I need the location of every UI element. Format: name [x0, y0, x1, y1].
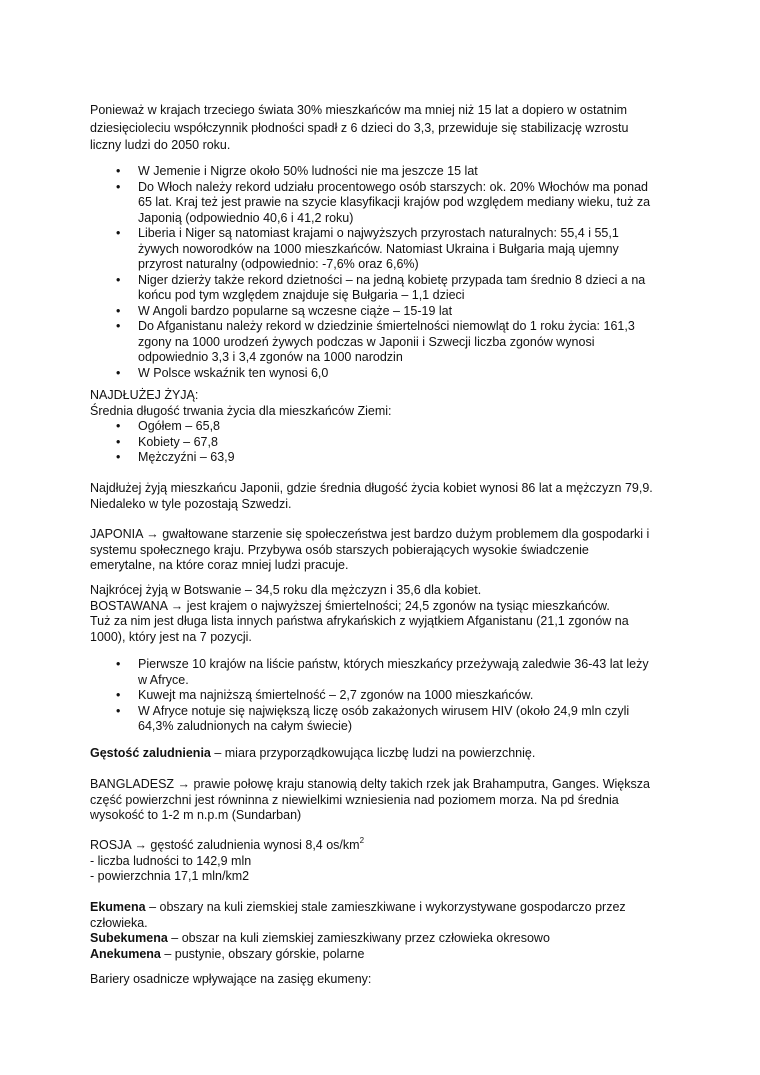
list-item	[90, 450, 392, 466]
intro-paragraph	[90, 102, 628, 155]
lifespan-section	[90, 388, 392, 466]
text-line: liczny ludzi do 2050 roku.	[90, 138, 231, 152]
ekumena-definitions	[90, 900, 626, 962]
list-item	[90, 180, 650, 227]
text-line: • Mężczyźni – 63,9	[138, 450, 235, 464]
text-line: część powierzchni jest równinna z niewielkimi wzniesienia nad poziomem morza. Na pd średnia	[90, 792, 619, 807]
text-line: • W Afryce notuje się największą liczę osób zakażonych wirusem HIV (około 24,9 mln czyli	[138, 703, 630, 718]
text-line: żywych noworodków na 1000 mieszkańców. Natomiast Ukraina i Bułgaria mają ujemny	[138, 241, 619, 256]
term: Subekumena	[90, 931, 168, 945]
text-line: Bariery osadnicze wpływające na zasięg ekumeny:	[90, 972, 372, 986]
text-line: w Afryce.	[138, 672, 189, 687]
japan-lifespan-paragraph	[90, 481, 653, 512]
definition: człowieka.	[90, 915, 148, 930]
text-line: odpowiednio 3,3 i 3,4 zgonów na 1000 narodzin	[138, 350, 403, 364]
text-line: • Kobiety – 67,8	[138, 434, 218, 449]
text-line: • Do Włoch należy rekord udziału procentowego osób starszych: ok. 20% Włochów ma ponad	[138, 179, 648, 194]
text-line: - powierzchnia 17,1 mln/km2	[90, 869, 250, 883]
list-item	[90, 366, 650, 382]
list-item	[90, 273, 650, 304]
rosja-paragraph	[90, 838, 364, 885]
list-item	[90, 319, 650, 366]
text-line: Najdłużej żyją mieszkańcu Japonii, gdzie średnia długość życia kobiet wynosi 86 lat a mężczyzn 79,9.	[90, 481, 653, 495]
barriers-paragraph	[90, 972, 371, 988]
list-item	[90, 688, 649, 704]
text-line: systemu społecznego kraju. Przybywa osób starszych pobierających wysokie świadczenie	[90, 542, 589, 557]
text-line: - liczba ludności to 142,9 mln	[90, 853, 252, 868]
list-item	[90, 435, 392, 451]
text-line: • Liberia i Niger są natomiast krajami o najwyższych przyrostach naturalnych: 55,4 i 55,1	[138, 226, 619, 240]
africa-list	[90, 657, 649, 735]
bangladesz-paragraph	[90, 777, 650, 824]
list-item	[90, 657, 649, 688]
text-line: dziesięcioleciu współczynnik płodności spadł z 6 dzieci do 3,3, przewiduje się stabilizację wzrostu	[90, 120, 629, 135]
text-line: zgony na 1000 urodzeń żywych podczas w Japonii i Szwecji liczba zgonów wynosi	[138, 334, 595, 349]
text-line: Ponieważ w krajach trzeciego świata 30% mieszkańców ma mniej niż 15 lat a dopiero w ostatnim	[90, 103, 628, 117]
section-heading: NAJDŁUŻEJ ŻYJĄ:	[90, 388, 199, 402]
text-line: • W Angoli bardzo popularne są wczesne ciąże – 15-19 lat	[138, 303, 453, 318]
text-line: 65 lat. Kraj też jest prawie na szycie klasyfikacji krajów pod względem mediany wieku, tuż za	[138, 195, 651, 209]
term: Anekumena	[90, 946, 161, 961]
text-line: końcu pod tym względem znajduje się Bułgaria – 1,1 dzieci	[138, 288, 465, 302]
text-line: • Kuwejt ma najniższą śmiertelność – 2,7 zgonów na 1000 mieszkańców.	[138, 688, 534, 702]
definition: – pustynie, obszary górskie, polarne	[160, 946, 365, 961]
definition: – miara przyporządkowująca liczbę ludzi na powierzchnię.	[210, 746, 536, 760]
list-item	[90, 419, 392, 435]
text-line: wysokość to 1-2 m n.p.m (Sundarban)	[90, 808, 302, 822]
facts-list	[90, 164, 650, 381]
section-subheading: Średnia długość trwania życia dla mieszkańców Ziemi:	[90, 403, 392, 418]
text-line: • Pierwsze 10 krajów na liście państw, których mieszkańcy przeżywają zaledwie 36-43 lat leży	[138, 657, 649, 671]
list-item	[90, 164, 650, 180]
japonia-paragraph	[90, 527, 649, 574]
term: Gęstość zaludnienia	[90, 746, 211, 760]
text-line: Niedaleko w tyle pozostają Szwedzi.	[90, 496, 292, 511]
text-line: emerytalne, na które coraz mniej ludzi pracuje.	[90, 558, 349, 572]
text-line: Najkrócej żyją w Botswanie – 34,5 roku dla mężczyzn i 35,6 dla kobiet.	[90, 583, 482, 597]
text-line: • Niger dzierży także rekord dzietności – na jedną kobietę przypada tam średnio 8 dzieci a na	[138, 272, 646, 287]
text-line: BOSTAWANA → jest krajem o najwyższej śmiertelności; 24,5 zgonów na tysiąc mieszkańców.	[90, 598, 610, 613]
text-line: 1000), który jest na 7 pozycji.	[90, 629, 252, 644]
text-line: BANGLADESZ → prawie połowę kraju stanowią delty takich rzek jak Brahamputra, Ganges. Większa	[90, 777, 650, 791]
definition: – obszary na kuli ziemskiej stale zamieszkiwane i wykorzystywane gospodarczo przez	[145, 900, 626, 914]
text-line: ROSJA → gęstość zaludnienia wynosi 8,4 os/km	[90, 838, 360, 852]
definition: – obszar na kuli ziemskiej zamieszkiwany przez człowieka okresowo	[167, 931, 550, 945]
text-line: przyrost naturalny (odpowiednio: -7,6% oraz 6,6%)	[138, 257, 419, 271]
text-line: Japonią (odpowiednio 40,6 i 41,2 roku)	[138, 210, 354, 225]
botswana-paragraph	[90, 583, 629, 645]
term: Ekumena	[90, 900, 146, 914]
superscript: 2	[359, 836, 365, 845]
list-item	[90, 704, 649, 735]
list-item	[90, 304, 650, 320]
text-line: • W Jemenie i Nigrze około 50% ludności nie ma jeszcze 15 lat	[138, 164, 478, 178]
text-line: JAPONIA → gwałtowane starzenie się społeczeństwa jest bardzo dużym problemem dla gospodarki i	[90, 527, 650, 541]
text-line: 64,3% zaludnionych na całym świecie)	[138, 719, 352, 733]
text-line: • Do Afganistanu należy rekord w dziedzinie śmiertelności niemowląt do 1 roku życia: 161,3	[138, 319, 635, 333]
list-item	[90, 226, 650, 273]
text-line: • W Polsce wskaźnik ten wynosi 6,0	[138, 365, 329, 380]
text-line: • Ogółem – 65,8	[138, 419, 220, 433]
text-line: Tuż za nim jest długa lista innych państwa afrykańskich z wyjątkiem Afganistanu (21,1 zgonów na	[90, 614, 629, 628]
density-definition	[90, 746, 535, 762]
